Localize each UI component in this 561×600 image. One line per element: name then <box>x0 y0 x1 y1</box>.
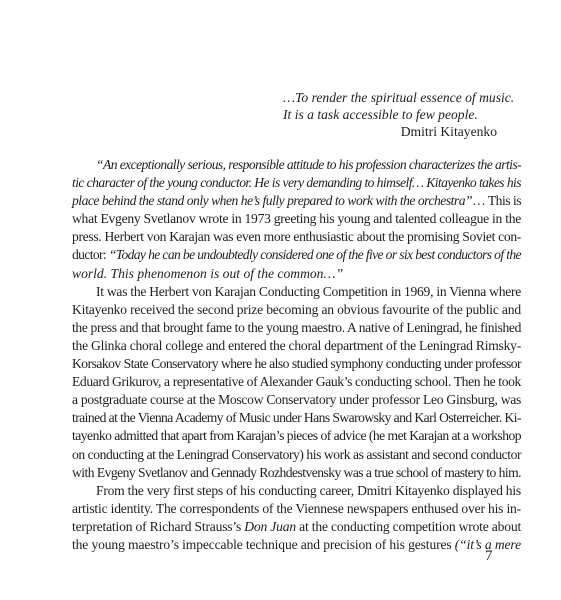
text-line <box>48 156 521 174</box>
epigraph <box>283 89 523 141</box>
text-run: the young maestro’s impeccable technique and precision of his gestures <box>72 536 455 552</box>
text-line <box>48 301 521 319</box>
text-run: Kitayenko received the second prize becoming an obvious favourite of the public and <box>72 301 521 317</box>
text-run: on conducting at the Leningrad Conservatory) his work as assistant and second conductor <box>72 446 522 462</box>
text-run: … This is <box>472 193 522 209</box>
text-run: artistic identity. The correspondents of the Viennese newspapers enthused over his in- <box>72 500 521 516</box>
text-run: press. Herbert von Karajan was even more enthusiastic about the promising Soviet con- <box>72 229 521 245</box>
text-run: Eduard Grikurov, a representative of Alexander Gauk’s conducting school. Then he took <box>72 374 521 390</box>
text-line <box>48 464 521 482</box>
text-line <box>48 482 521 500</box>
text-line <box>48 283 521 301</box>
paragraph <box>48 482 522 554</box>
italic-text: place behind the stand only when he’s fully prepared to work with the orchestra” <box>72 193 473 209</box>
italic-text: world. This phenomenon is out of the common…” <box>72 265 344 281</box>
text-line <box>48 337 521 355</box>
text-line <box>48 265 497 283</box>
text-run: ductor: <box>72 247 109 263</box>
paragraph <box>48 156 522 283</box>
text-run: a postgraduate course at the Moscow Conservatory under professor Leo Ginsburg, was <box>72 392 522 408</box>
text-run: Korsakov State Conservatory where he also studied symphony conducting under professor <box>72 356 522 372</box>
text-run: trained at the Vienna Academy of Music under Hans Swarowsky and Karl Osterreicher. Ki- <box>72 410 521 426</box>
text-line <box>48 518 522 536</box>
text-run: with Evgeny Svetlanov and Gennady Rozhdestvensky was a true school of mastery to him. <box>72 464 521 480</box>
text-line <box>48 319 522 337</box>
italic-text: “Today he can be undoubtedly considered one of the five or six best conductors of the <box>108 247 521 263</box>
epigraph-line: …To render the spiritual essence of music. <box>283 90 515 105</box>
text-run: It was the Herbert von Karajan Conducting Competition in 1969, in Vienna where <box>96 283 521 299</box>
text-line <box>48 536 521 554</box>
text-line <box>48 391 522 409</box>
text-run: terpretation of Richard Strauss’s <box>72 518 245 534</box>
text-run: the Glinka choral college and entered the choral department of the Leningrad Rimsky- <box>72 337 521 353</box>
text-run: tayenko admitted that apart from Karajan’s pieces of advice (he met Karajan at a workshop <box>72 428 522 444</box>
italic-text: Don Juan <box>244 518 296 534</box>
text-line <box>48 446 522 464</box>
epigraph-line: It is a task accessible to few people. <box>283 107 478 123</box>
epigraph-author: Dmitri Kitayenko <box>400 124 497 140</box>
text-line <box>48 192 522 210</box>
italic-text: tic character of the young conductor. He is very demanding to himself… Kitayenko takes his <box>72 175 521 191</box>
italic-text: “An exceptionally serious, responsible attitude to his profession characterizes the artis- <box>96 157 521 172</box>
text-line <box>48 174 521 192</box>
paragraph <box>48 283 522 482</box>
text-run: From the very first steps of his conducting career, Dmitri Kitayenko displayed his <box>96 482 521 498</box>
text-line <box>48 228 521 246</box>
text-run: at the conducting competition wrote about <box>295 518 522 534</box>
text-line <box>48 246 521 264</box>
body-text <box>48 156 522 554</box>
text-line <box>48 355 522 373</box>
text-line <box>48 500 521 518</box>
text-run: the press and that brought fame to the young maestro. A native of Leningrad, he finished <box>72 319 522 335</box>
text-line <box>48 210 521 228</box>
text-run: what Evgeny Svetlanov wrote in 1973 greeting his young and talented colleague in the <box>72 211 521 227</box>
text-line <box>48 427 522 445</box>
text-line <box>48 373 521 391</box>
italic-text: (“it’s a mere <box>454 536 521 552</box>
page-number: 7 <box>485 548 493 564</box>
text-line <box>48 409 521 427</box>
